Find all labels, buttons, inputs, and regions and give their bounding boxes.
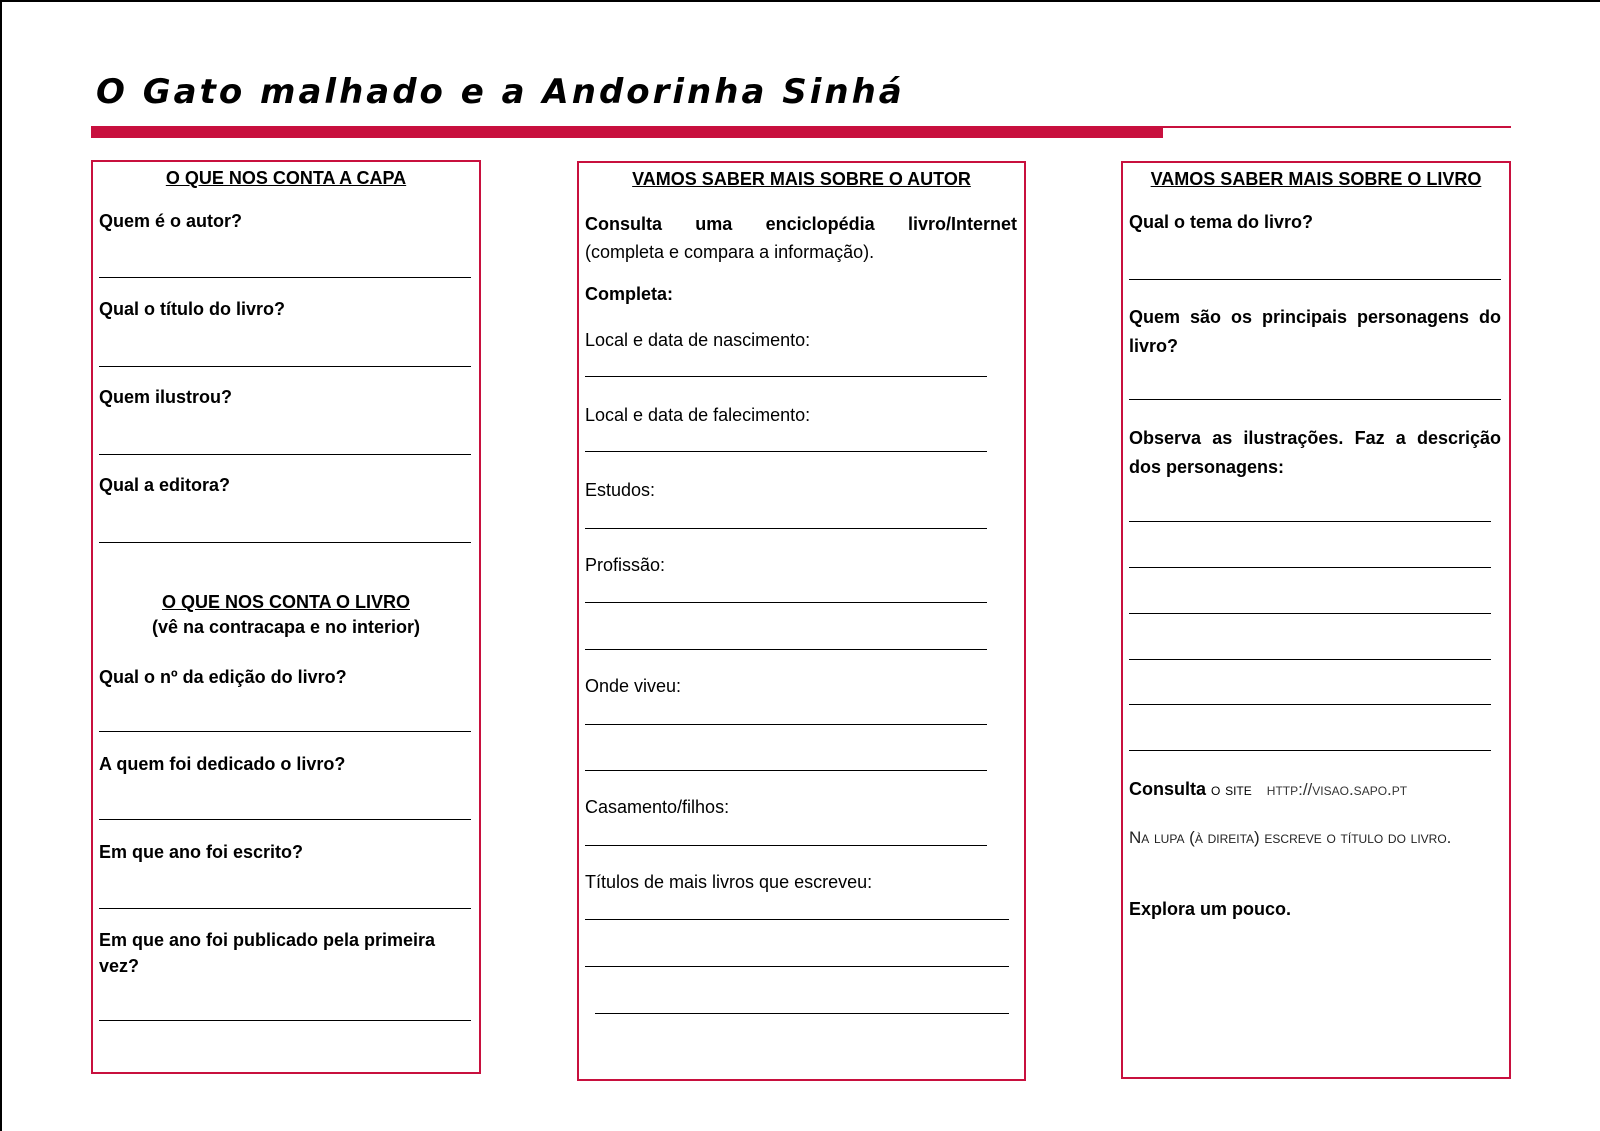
panel-book-heading: O QUE NOS CONTA O LIVRO bbox=[161, 592, 410, 612]
answer-line-profession-1[interactable] bbox=[585, 602, 987, 603]
author-intro-bold: Consulta uma enciclopédia livro/Internet bbox=[585, 214, 1017, 234]
answer-line-dedication[interactable] bbox=[99, 819, 471, 820]
answer-line-author[interactable] bbox=[99, 277, 471, 278]
question-author: Quem é o autor? bbox=[99, 211, 243, 231]
question-title: Qual o título do livro? bbox=[99, 299, 285, 319]
answer-line-first-published[interactable] bbox=[99, 1020, 471, 1021]
question-illustrator: Quem ilustrou? bbox=[99, 387, 233, 407]
author-intro-rest: (completa e compara a informação). bbox=[585, 242, 875, 262]
answer-line-theme[interactable] bbox=[1129, 279, 1501, 280]
question-illustrations: Observa as ilustrações. Faz a descrição dos personagens: bbox=[1129, 428, 1501, 477]
question-dedication: A quem foi dedicado o livro? bbox=[99, 754, 346, 774]
panel-book-subheading: (vê na contracapa e no interior) bbox=[151, 617, 421, 637]
answer-line-characters[interactable] bbox=[1129, 399, 1501, 400]
label-death: Local e data de falecimento: bbox=[585, 405, 811, 425]
answer-line-description-1[interactable] bbox=[1129, 521, 1491, 522]
question-characters: Quem são os principais personagens do livro? bbox=[1129, 307, 1501, 356]
title-rule-thick bbox=[91, 126, 1163, 138]
answer-line-titles-1[interactable] bbox=[585, 919, 1009, 920]
label-lived: Onde viveu: bbox=[585, 676, 682, 696]
answer-line-publisher[interactable] bbox=[99, 542, 471, 543]
label-profession: Profissão: bbox=[585, 555, 666, 575]
answer-line-lived-2[interactable] bbox=[585, 770, 987, 771]
panel-author bbox=[577, 161, 1026, 1081]
answer-line-studies[interactable] bbox=[585, 528, 987, 529]
answer-line-death[interactable] bbox=[585, 451, 987, 452]
answer-line-written-year[interactable] bbox=[99, 908, 471, 909]
label-marriage: Casamento/filhos: bbox=[585, 797, 730, 817]
page-border-top bbox=[0, 0, 1600, 2]
panel-cover bbox=[91, 160, 481, 1074]
question-theme: Qual o tema do livro? bbox=[1129, 212, 1314, 232]
consult-label: Consulta bbox=[1129, 779, 1207, 799]
question-edition: Qual o nº da edição do livro? bbox=[99, 667, 347, 687]
answer-line-edition[interactable] bbox=[99, 731, 471, 732]
question-first-published: Em que ano foi publicado pela primeira vez? bbox=[99, 930, 436, 976]
lupa-instruction: Na lupa (à direita) escreve o título do livro. bbox=[1129, 828, 1452, 847]
panel-author-heading: VAMOS SABER MAIS SOBRE O AUTOR bbox=[632, 169, 971, 189]
panel-book bbox=[1121, 161, 1511, 1079]
answer-line-profession-2[interactable] bbox=[585, 649, 987, 650]
answer-line-birth[interactable] bbox=[585, 376, 987, 377]
label-studies: Estudos: bbox=[585, 480, 656, 500]
answer-line-titles-2[interactable] bbox=[585, 966, 1009, 967]
title-rule-thin bbox=[1163, 126, 1511, 128]
page-title: O Gato malhado e a Andorinha Sinhá bbox=[96, 72, 905, 112]
complete-label: Completa: bbox=[585, 284, 674, 304]
consult-site-word: o site bbox=[1211, 780, 1252, 799]
label-titles: Títulos de mais livros que escreveu: bbox=[585, 872, 873, 892]
answer-line-description-6[interactable] bbox=[1129, 750, 1491, 751]
answer-line-description-5[interactable] bbox=[1129, 704, 1491, 705]
explore-text: Explora um pouco. bbox=[1129, 899, 1292, 919]
consult-site bbox=[1129, 776, 1407, 803]
label-birth: Local e data de nascimento: bbox=[585, 330, 811, 350]
answer-line-description-2[interactable] bbox=[1129, 567, 1491, 568]
answer-line-description-4[interactable] bbox=[1129, 659, 1491, 660]
answer-line-title[interactable] bbox=[99, 366, 471, 367]
answer-line-marriage[interactable] bbox=[585, 845, 987, 846]
answer-line-titles-3[interactable] bbox=[595, 1013, 1009, 1014]
answer-line-description-3[interactable] bbox=[1129, 613, 1491, 614]
answer-line-lived-1[interactable] bbox=[585, 724, 987, 725]
site-url-link[interactable]: http://visao.sapo.pt bbox=[1266, 780, 1408, 799]
panel-book-info-heading: VAMOS SABER MAIS SOBRE O LIVRO bbox=[1150, 169, 1482, 189]
page-border-left bbox=[0, 0, 2, 1131]
question-publisher: Qual a editora? bbox=[99, 475, 231, 495]
panel-cover-heading: O QUE NOS CONTA A CAPA bbox=[165, 168, 407, 188]
question-written-year: Em que ano foi escrito? bbox=[99, 842, 304, 862]
answer-line-illustrator[interactable] bbox=[99, 454, 471, 455]
